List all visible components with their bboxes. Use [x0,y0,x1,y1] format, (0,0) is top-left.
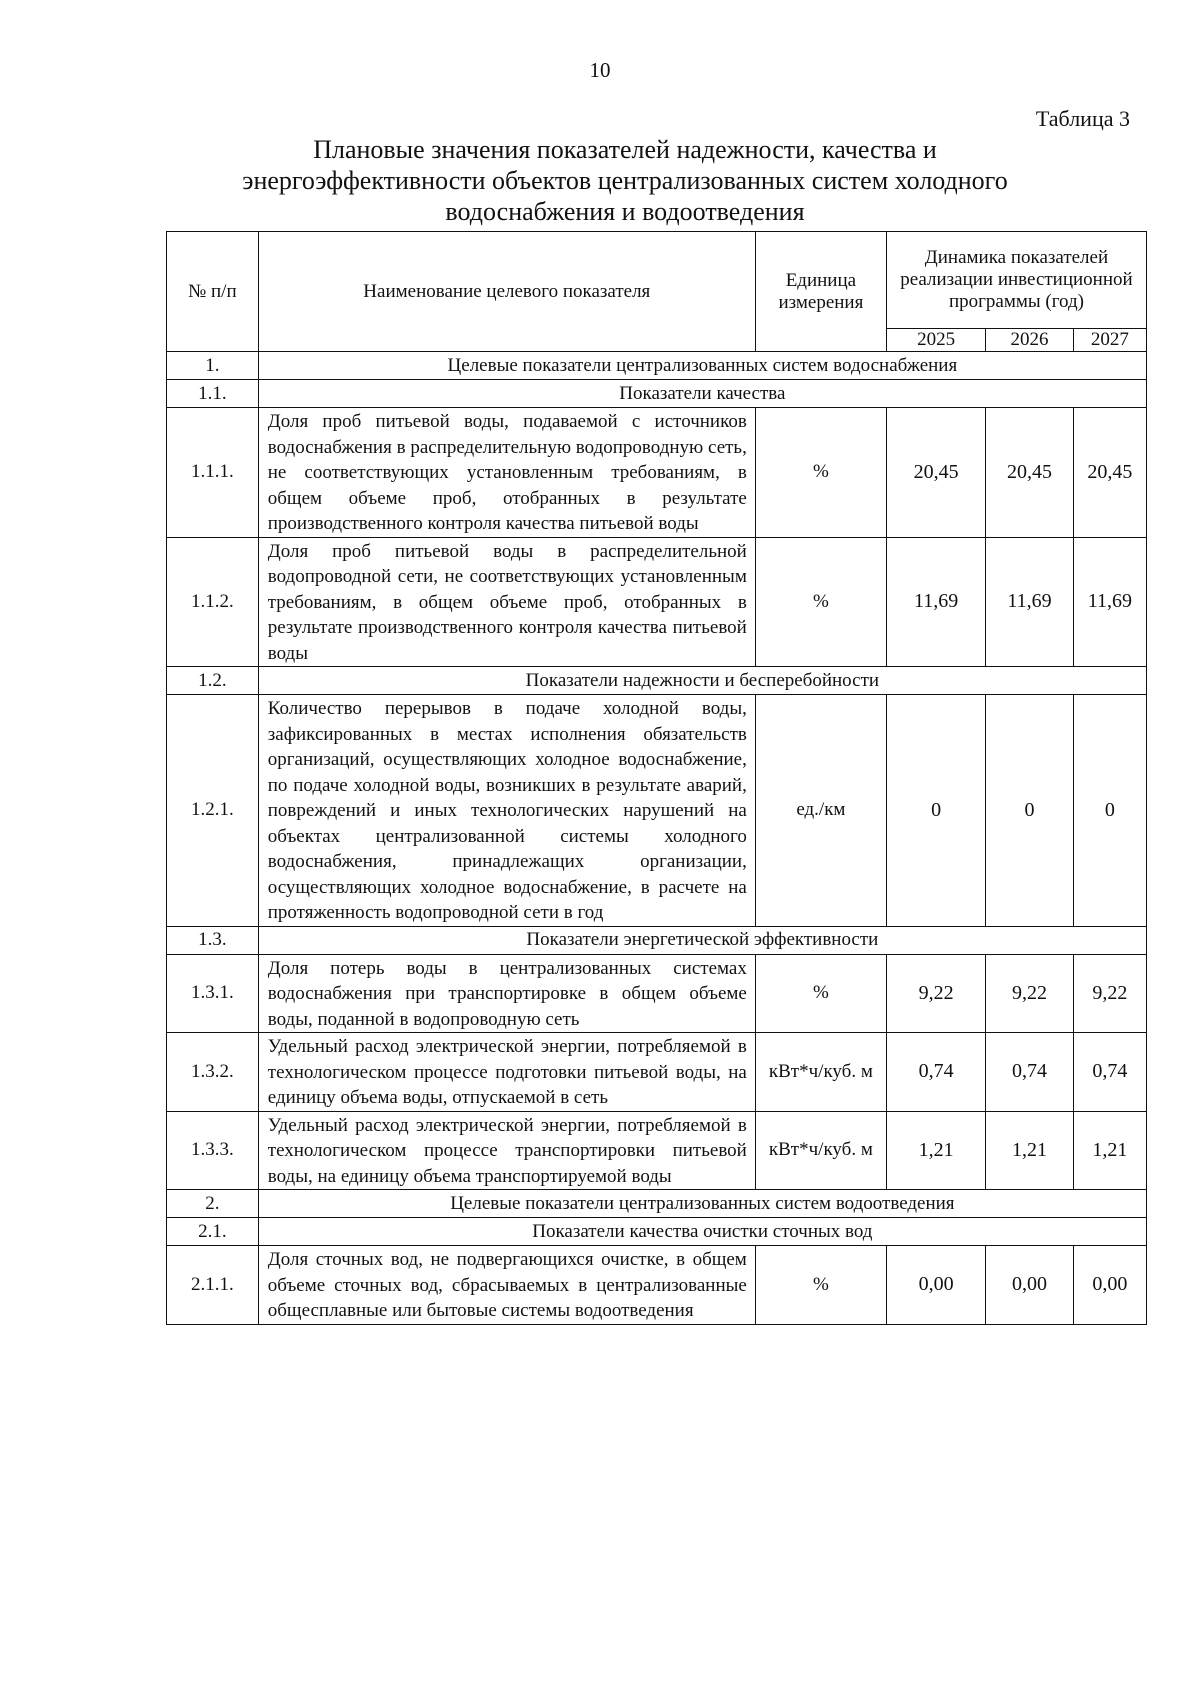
indicator-row [167,1246,1147,1325]
indicator-value: 0 [1073,695,1146,927]
indicator-number: 1.1.2. [167,537,259,667]
indicator-unit: % [755,954,886,1033]
indicator-unit: % [755,1246,886,1325]
section-number: 1.2. [167,667,259,695]
indicator-number: 1.1.1. [167,408,259,538]
indicator-row [167,537,1147,667]
section-title: Целевые показатели централизованных систем водоотведения [258,1190,1146,1218]
indicator-unit: % [755,408,886,538]
section-title: Показатели энергетической эффективности [258,926,1146,954]
table-header [167,232,1147,352]
indicator-value: 11,69 [986,537,1073,667]
section-row [167,1218,1147,1246]
indicator-value: 9,22 [886,954,985,1033]
header-name: Наименование целевого показателя [258,232,755,352]
page-number: 10 [589,58,611,82]
indicator-name: Удельный расход электрической энергии, потребляемой в технологическом процессе транспортировки питьевой воды, на единицу объема транспортируемой воды [258,1111,755,1190]
section-number: 1. [167,352,259,380]
section-title: Показатели качества [258,380,1146,408]
indicator-value: 1,21 [986,1111,1073,1190]
header-year: 2025 [886,329,985,352]
section-title: Показатели качества очистки сточных вод [258,1218,1146,1246]
indicator-name: Доля проб питьевой воды, подаваемой с источников водоснабжения в распределительную водопроводную сеть, не соответствующих установленным требованиям, в общем объеме проб, отобранных в результате производственного контроля качества питьевой воды [258,408,755,538]
indicator-name: Доля проб питьевой воды в распределительной водопроводной сети, не соответствующих установленным требованиям, в общем объеме проб, отобранных в результате производственного контроля качества питьевой воды [258,537,755,667]
indicator-value: 9,22 [1073,954,1146,1033]
indicator-row [167,1033,1147,1112]
indicator-name: Доля сточных вод, не подвергающихся очистке, в общем объеме сточных вод, сбрасываемых в централизованные общесплавные или бытовые системы водоотведения [258,1246,755,1325]
indicator-name: Количество перерывов в подаче холодной воды, зафиксированных в местах исполнения обязательств организаций, осуществляющих холодное водоснабжение, по подаче холодной воды, возникших в результате аварий, повреждений и иных технологических нарушений на объектах централизованной системы холодного водоснабжения, принадлежащих организации, осуществляющих холодное водоснабжение, в расчете на протяженность водопроводной сети в год [258,695,755,927]
indicator-unit: ед./км [755,695,886,927]
indicator-number: 2.1.1. [167,1246,259,1325]
section-title: Целевые показатели централизованных систем водоснабжения [258,352,1146,380]
indicator-value: 20,45 [886,408,985,538]
indicator-value: 1,21 [886,1111,985,1190]
indicator-number: 1.3.1. [167,954,259,1033]
indicator-unit: % [755,537,886,667]
header-year: 2026 [986,329,1073,352]
indicator-value: 0,74 [886,1033,985,1112]
indicator-unit: кВт*ч/куб. м [755,1111,886,1190]
indicator-value: 11,69 [1073,537,1146,667]
section-row [167,352,1147,380]
indicator-unit: кВт*ч/куб. м [755,1033,886,1112]
section-row [167,1190,1147,1218]
indicator-row [167,408,1147,538]
indicator-value: 0,74 [986,1033,1073,1112]
document-title: Плановые значения показателей надежности, качества и энергоэффективности объектов централизованных систем холодного водоснабжения и водоотведения [242,135,1008,226]
indicator-value: 20,45 [986,408,1073,538]
indicator-value: 0,00 [986,1246,1073,1325]
header-year: 2027 [1073,329,1146,352]
table-body [167,352,1147,1325]
indicator-name: Удельный расход электрической энергии, потребляемой в технологическом процессе подготовки питьевой воды, на единицу объема воды, отпускаемой в сеть [258,1033,755,1112]
section-row [167,380,1147,408]
indicator-value: 11,69 [886,537,985,667]
indicator-value: 0,00 [1073,1246,1146,1325]
header-number: № п/п [167,232,259,352]
indicator-number: 1.2.1. [167,695,259,927]
indicator-value: 0 [886,695,985,927]
section-title: Показатели надежности и бесперебойности [258,667,1146,695]
section-number: 1.1. [167,380,259,408]
indicator-name: Доля потерь воды в централизованных системах водоснабжения при транспортировке в общем объеме воды, поданной в водопроводную сеть [258,954,755,1033]
indicator-value: 9,22 [986,954,1073,1033]
indicator-value: 20,45 [1073,408,1146,538]
indicator-value: 1,21 [1073,1111,1146,1190]
indicator-row [167,954,1147,1033]
indicator-row [167,695,1147,927]
table-caption: Таблица 3 [1035,106,1130,131]
section-row [167,667,1147,695]
indicator-value: 0,74 [1073,1033,1146,1112]
indicator-value: 0 [986,695,1073,927]
section-number: 2.1. [167,1218,259,1246]
indicator-value: 0,00 [886,1246,985,1325]
indicators-table [166,231,1147,1325]
section-number: 1.3. [167,926,259,954]
header-unit: Единица измерения [755,232,886,352]
header-dynamics: Динамика показателей реализации инвестиционной программы (год) [886,232,1146,329]
indicator-number: 1.3.3. [167,1111,259,1190]
section-number: 2. [167,1190,259,1218]
indicator-row [167,1111,1147,1190]
section-row [167,926,1147,954]
indicator-number: 1.3.2. [167,1033,259,1112]
